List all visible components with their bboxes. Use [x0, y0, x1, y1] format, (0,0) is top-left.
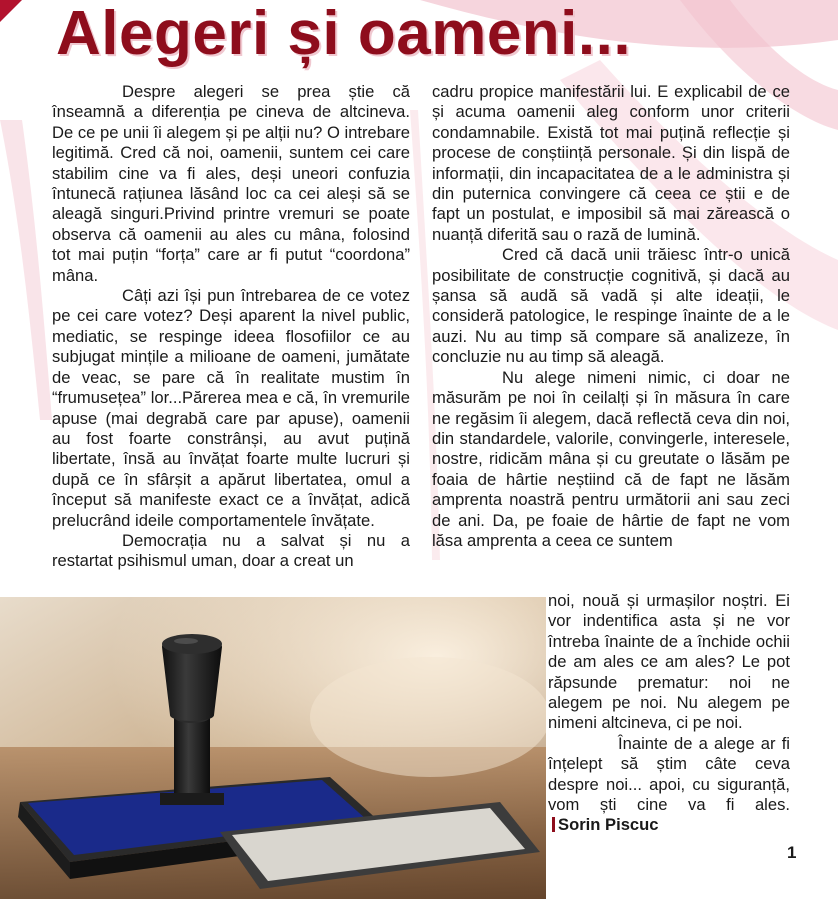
- paragraph: Despre alegeri se prea știe că înseamnă a diferenția pe cineva de altcineva. De ce pe unii îi alegem și pe alții nu? O intrebare legitimă. Cred că noi, oamenii, suntem cei care stabilim cine va fi ales, deși uneori confuzia întunecă rațiunea lăsând loc ca cei aleși să se aleagă singuri.Privind printre vremuri se poate observa că oamenii au ales cu mâna, folosind tot mai puțin “forța” care ar fi putut “coordona” mâna.: [52, 82, 410, 285]
- paragraph-text: Înainte de a alege ar fi înțelept să știm câte ceva despre noi... apoi, cu siguranță, vom ști cine va fi ales.: [548, 733, 790, 815]
- text-column-left: [52, 82, 410, 572]
- paragraph: cadru propice manifestării lui. E explicabil de ce și acuma oamenii aleg conform unor criterii condamnabile. Există tot mai puțină reflecție și procese de conștiință personale. Și din lispă de informații, din incapacitatea de a le administra și din puternica convingere că ceea ce știi e de fapt un postulat, e imposibil să mai zărească o nuanță diferită sau o rază de lumină.: [432, 82, 790, 244]
- text-column-middle: [432, 82, 790, 551]
- article-title: Alegeri și oameni...: [56, 0, 632, 68]
- author-bar: [552, 817, 555, 832]
- paragraph: Cred că dacă unii trăiesc într-o unică posibilitate de construcție cognitivă, și dacă au șansa să audă să vadă și alte ideații, le consideră patologice, le respinge înainte de a le auzi. Nu au timp să compare să analizeze, în concluzie nu au timp să aleagă.: [432, 245, 790, 367]
- paragraph: noi, nouă și urmașilor noștri. Ei vor indentifica asta și ne vor întreba înainte de a închide ochii de am ales ce am ales? Le pot răpsunde prematur: noi ne alegem pe noi. Nu alegem pe nimeni altcineva, ci pe noi.: [548, 591, 790, 733]
- stamp-photo: [0, 597, 546, 899]
- paragraph: Democrația nu a salvat și nu a restartat psihismul uman, doar a creat un: [52, 530, 410, 571]
- stamp-illustration: [0, 597, 546, 899]
- text-column-right: [548, 591, 790, 836]
- byline: [548, 815, 659, 834]
- corner-accent: [0, 0, 22, 22]
- page-number: 1: [787, 843, 797, 862]
- paragraph: [548, 734, 790, 836]
- paragraph: Nu alege nimeni nimic, ci doar ne măsurăm pe noi în ceilalți și în măsura în care ne regăsim îi alegem, dacă reflectă ceva din noi, din standardele, valorile, convingerle, interesele, nostre, ridicăm mâna și cu greutate o lăsăm pe foaia de hârtie neștiind că de fapt ne lăsăm amprenta noastră pentru următorii ani sau zeci de ani. Da, pe foaie de hârtie de fapt ne vom lăsa amprenta a ceea ce suntem: [432, 367, 790, 550]
- author-name: Sorin Piscuc: [558, 815, 659, 835]
- paragraph: Câți azi își pun întrebarea de ce votez pe cei care votez? Deși aparent la nivel public, mediatic, se respinge ideea flosofiilor ce au subjugat mințile a milioane de oameni, jumătate de veac, se pare că în realitate mustim în “frumusețea” lor...Părerea mea e că, în vremurile apuse (mai degrabă care par apuse), oamenii au fost foarte constrânși, au avut puțină libertate, însă au învățat foarte multe lucruri și după ce în sfârșit a apărut libertatea, omul a început să manifeste exact ce a învățat, adică prelucrând ideile comportamentele învățate.: [52, 286, 410, 530]
